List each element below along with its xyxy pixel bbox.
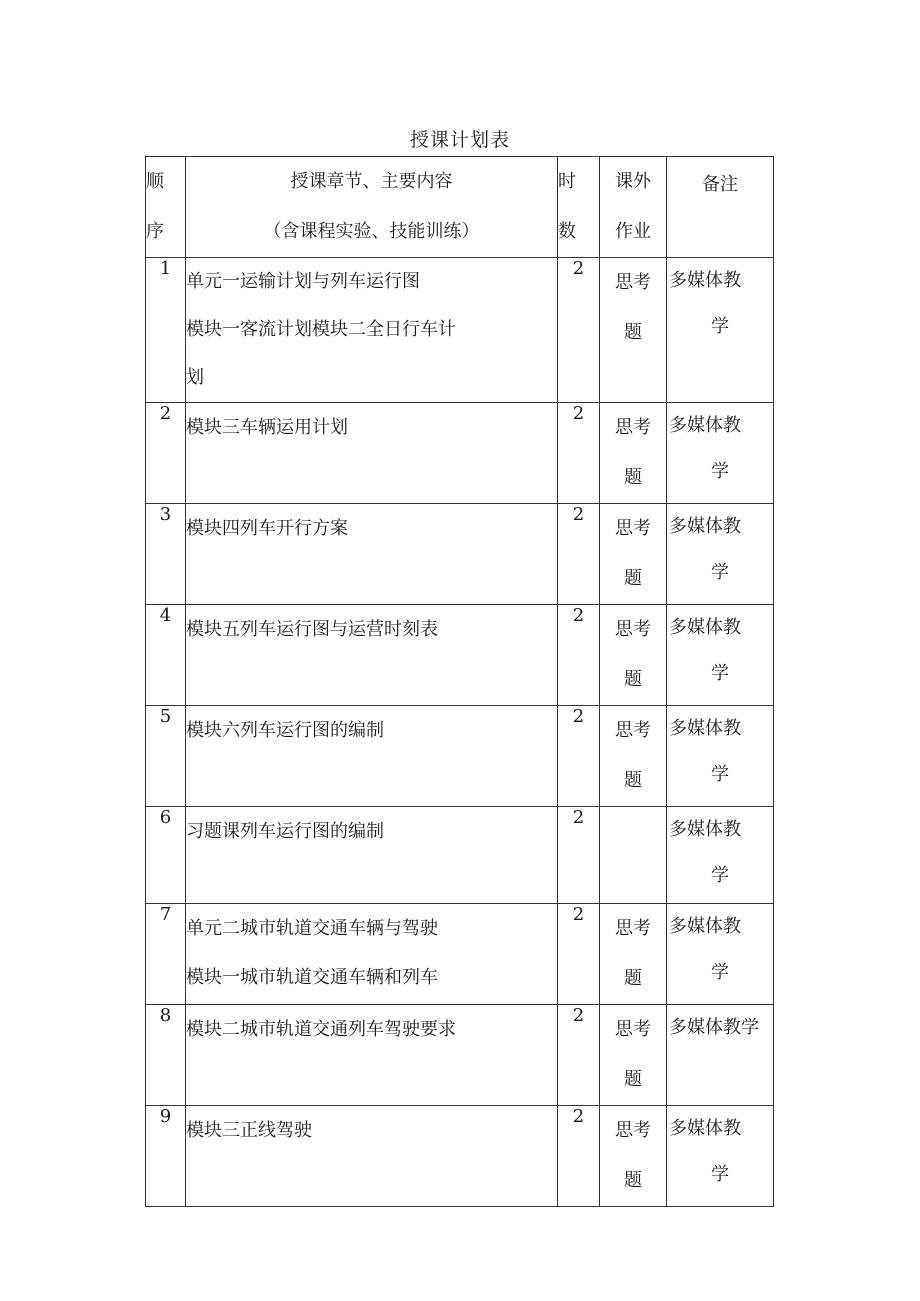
row-homework (600, 258, 667, 403)
row-homework (600, 605, 667, 706)
row-homework (600, 706, 667, 807)
header-content (186, 157, 558, 258)
table-header-row (146, 157, 774, 258)
row-homework-line: 题 (624, 669, 642, 690)
header-seq (146, 157, 186, 258)
row-note-line: 学 (711, 764, 729, 785)
table-row (146, 258, 774, 403)
row-note-line: 学 (711, 461, 729, 482)
row-homework (600, 904, 667, 1005)
row-homework-line: 思考 (615, 918, 651, 939)
row-homework-line: 题 (624, 467, 642, 488)
row-hours: 2 (558, 807, 600, 904)
row-note (667, 504, 774, 605)
row-content (186, 258, 558, 403)
header-seq-line-2: 序 (146, 221, 164, 242)
row-note-line: 多媒体教 (669, 819, 741, 840)
row-content (186, 807, 558, 904)
row-seq: 6 (146, 807, 186, 904)
row-homework-line: 题 (624, 568, 642, 589)
row-note-line: 多媒体教 (669, 415, 741, 436)
row-content-line: 习题课列车运行图的编制 (186, 821, 384, 842)
row-content-line: 单元二城市轨道交通车辆与驾驶 (186, 918, 438, 939)
row-homework-line: 思考 (615, 518, 651, 539)
row-note-line: 学 (711, 865, 729, 886)
row-homework-line: 思考 (615, 1120, 651, 1141)
row-seq: 3 (146, 504, 186, 605)
row-homework (600, 504, 667, 605)
row-note-line: 学 (711, 562, 729, 583)
row-seq: 7 (146, 904, 186, 1005)
row-seq: 8 (146, 1005, 186, 1106)
row-note-line: 多媒体教 (669, 617, 741, 638)
row-note-line: 学 (711, 316, 729, 337)
row-content-line: 模块六列车运行图的编制 (186, 720, 384, 741)
row-homework-line: 题 (624, 1069, 642, 1090)
row-homework-line: 思考 (615, 619, 651, 640)
row-hours: 2 (558, 504, 600, 605)
row-homework-line: 题 (624, 770, 642, 791)
row-content-line: 模块五列车运行图与运营时刻表 (186, 619, 438, 640)
row-hours: 2 (558, 403, 600, 504)
row-note-line: 多媒体教 (669, 516, 741, 537)
row-note-line: 学 (711, 1164, 729, 1185)
row-note-line: 多媒体教 (669, 270, 741, 291)
row-seq: 4 (146, 605, 186, 706)
row-note-line: 多媒体教学 (669, 1017, 759, 1038)
row-note-line: 多媒体教 (669, 916, 741, 937)
table-row (146, 1106, 774, 1207)
row-homework-line: 思考 (615, 417, 651, 438)
table-row (146, 1005, 774, 1106)
row-note (667, 904, 774, 1005)
row-note (667, 807, 774, 904)
row-content (186, 1106, 558, 1207)
row-seq: 5 (146, 706, 186, 807)
row-homework (600, 403, 667, 504)
row-hours: 2 (558, 904, 600, 1005)
table-row (146, 504, 774, 605)
row-note (667, 258, 774, 403)
row-hours: 2 (558, 1005, 600, 1106)
row-homework-line: 思考 (615, 720, 651, 741)
row-content (186, 904, 558, 1005)
row-content-line: 模块一客流计划模块二全日行车计 (186, 319, 456, 340)
row-content (186, 504, 558, 605)
row-content-line: 模块四列车开行方案 (186, 518, 348, 539)
header-hours-line-2: 数 (558, 221, 576, 242)
row-note-line: 多媒体教 (669, 718, 741, 739)
row-content-line: 模块二城市轨道交通列车驾驶要求 (186, 1019, 456, 1040)
header-note-text: 备注 (702, 174, 738, 195)
row-homework (600, 1005, 667, 1106)
row-note (667, 1005, 774, 1106)
row-hours: 2 (558, 1106, 600, 1207)
row-homework (600, 807, 667, 904)
row-homework-line: 题 (624, 1170, 642, 1191)
header-hours (558, 157, 600, 258)
row-content (186, 403, 558, 504)
row-homework-line: 题 (624, 968, 642, 989)
row-homework (600, 1106, 667, 1207)
teaching-plan-table (145, 156, 774, 1207)
row-content-line: 模块一城市轨道交通车辆和列车 (186, 967, 438, 988)
header-note (667, 157, 774, 258)
row-homework-line: 思考 (615, 272, 651, 293)
row-content-line: 模块三正线驾驶 (186, 1120, 312, 1141)
row-note-line: 学 (711, 962, 729, 983)
row-note-line: 多媒体教 (669, 1118, 741, 1139)
table-row (146, 605, 774, 706)
table-row (146, 807, 774, 904)
page-title: 授课计划表 (409, 129, 510, 151)
row-hours: 2 (558, 258, 600, 403)
table-row (146, 706, 774, 807)
row-homework-line: 思考 (615, 1019, 651, 1040)
row-note (667, 706, 774, 807)
header-hours-line-1: 时 (558, 171, 576, 192)
table-row (146, 904, 774, 1005)
header-seq-line-1: 顺 (146, 171, 164, 192)
row-note-line: 学 (711, 663, 729, 684)
row-hours: 2 (558, 706, 600, 807)
row-seq: 2 (146, 403, 186, 504)
row-seq: 1 (146, 258, 186, 403)
row-note (667, 605, 774, 706)
table-row (146, 403, 774, 504)
row-content-line: 划 (186, 367, 204, 388)
row-seq: 9 (146, 1106, 186, 1207)
row-content-line: 单元一运输计划与列车运行图 (186, 271, 420, 292)
header-homework-line-2: 作业 (615, 221, 651, 242)
header-homework-line-1: 课外 (615, 171, 651, 192)
row-note (667, 403, 774, 504)
row-content (186, 605, 558, 706)
row-content (186, 706, 558, 807)
header-homework (600, 157, 667, 258)
row-content-line: 模块三车辆运用计划 (186, 417, 348, 438)
header-content-line-2: （含课程实验、技能训练） (263, 221, 480, 242)
row-note (667, 1106, 774, 1207)
row-hours: 2 (558, 605, 600, 706)
header-content-line-1: 授课章节、主要内容 (290, 171, 453, 192)
row-content (186, 1005, 558, 1106)
row-homework-line: 题 (624, 322, 642, 343)
